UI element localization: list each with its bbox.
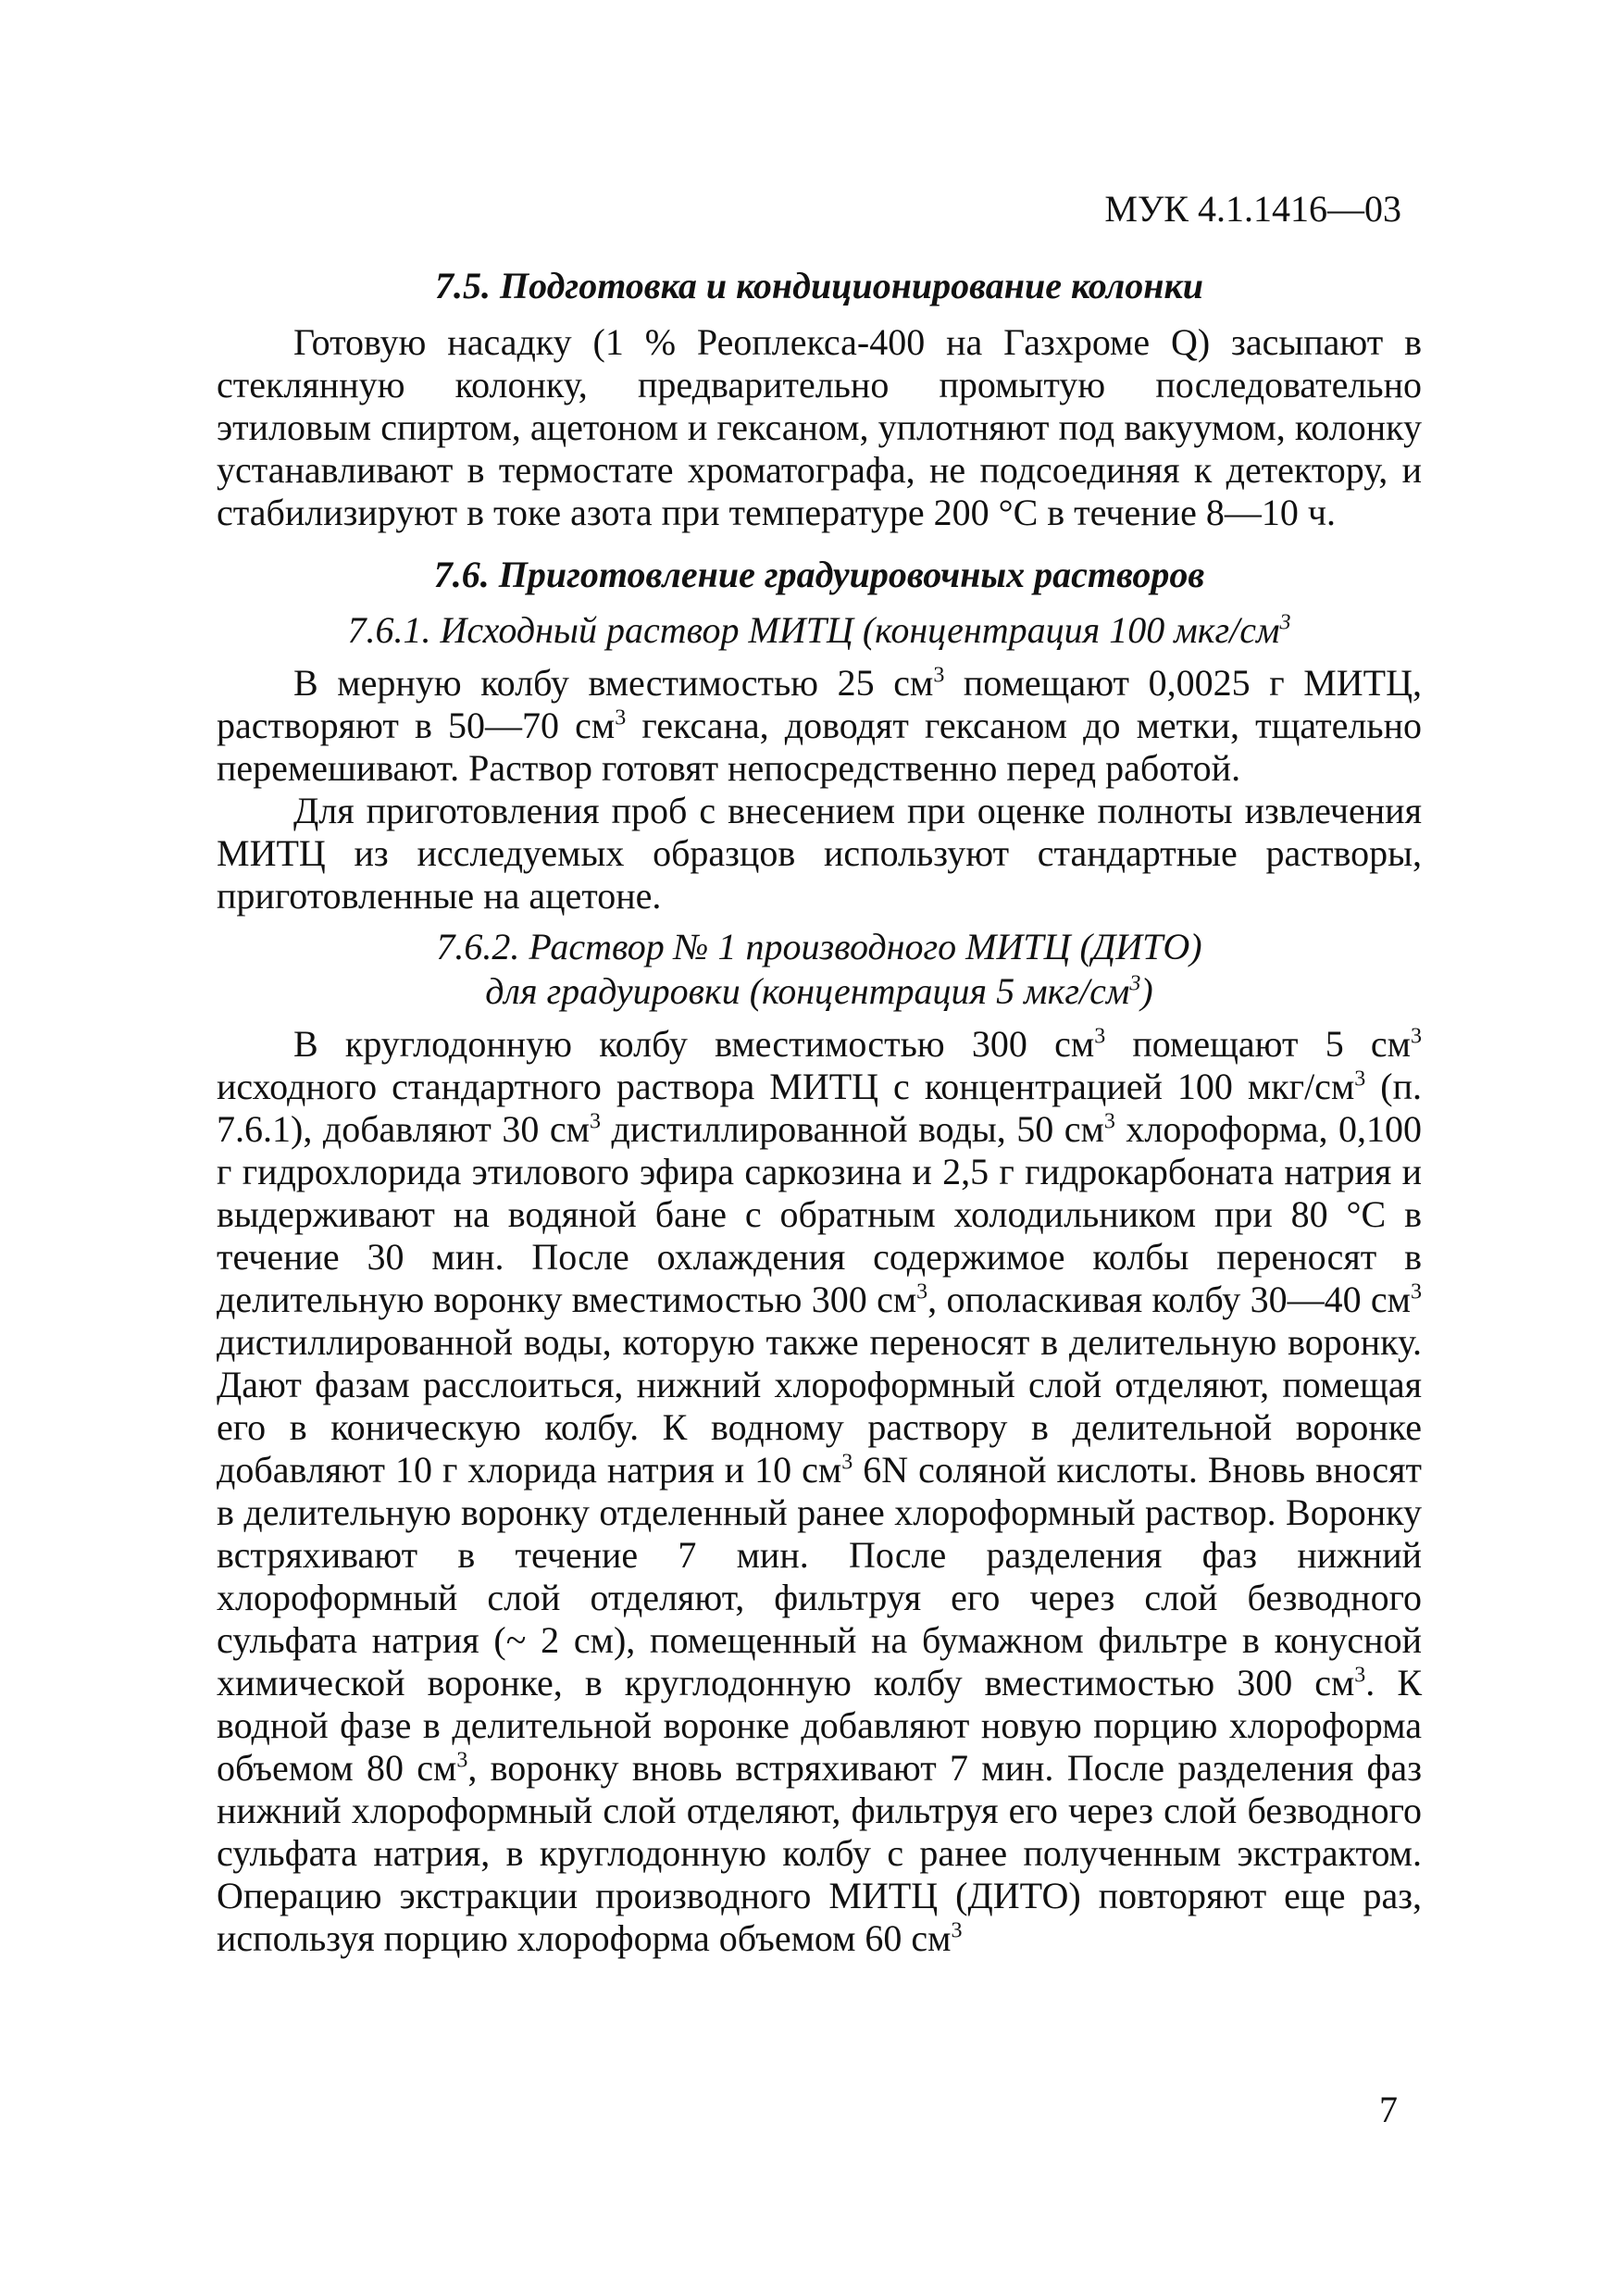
superscript: 3 bbox=[951, 1918, 963, 1943]
text-run: помещают 5 см bbox=[1105, 1023, 1411, 1065]
subsection-title-line-1: 7.6.2. Раствор № 1 производного МИТЦ (ДИТО) bbox=[436, 926, 1202, 967]
paragraph-7-6-1-b: Для приготовления проб с внесением при оценке полноты извлечения МИТЦ из исследуемых образцов используют стандартные растворы, приготовленные на ацетоне. bbox=[217, 790, 1422, 917]
subsection-heading-7-6-1 bbox=[217, 608, 1422, 653]
text-run: (п. 7.6.1), добавляют 30 см bbox=[217, 1066, 1422, 1150]
superscript: 3 bbox=[1410, 1279, 1422, 1304]
subsection-heading-7-6-2 bbox=[217, 925, 1422, 1014]
section-heading-7-6: 7.6. Приготовление градуировочных растворов bbox=[433, 554, 1205, 595]
superscript: 3 bbox=[933, 663, 945, 688]
superscript: 3 bbox=[1103, 1109, 1115, 1134]
superscript: 3 bbox=[1279, 610, 1291, 635]
text-run: помещают 0,0025 г МИТЦ, растворяют в 50—70 см bbox=[217, 662, 1422, 746]
text-run: 6N соляной кислоты. Вновь вносят в делительную воронку отделенный ранее хлороформный раствор. Воронку встряхивают в течение 7 мин. После разделения фаз нижний хлороформный слой отделяют, фильтруя его через слой безводного сульфата натрия (~ 2 см), помещенный на бумажном фильтре в конусной химической воронке, в круглодонную колбу вместимостью 300 см bbox=[217, 1449, 1422, 1703]
text-run: , ополаскивая колбу 30—40 см bbox=[927, 1279, 1411, 1320]
superscript: 3 bbox=[916, 1279, 928, 1304]
text-run: В круглодонную колбу вместимостью 300 см bbox=[293, 1023, 1095, 1065]
superscript: 3 bbox=[1354, 1067, 1366, 1092]
text-run: гексана, доводят гексаном до метки, тщательно перемешивают. Раствор готовят непосредственно перед работой. bbox=[217, 705, 1422, 789]
document-code: МУК 4.1.1416—03 bbox=[1104, 188, 1401, 230]
subsection-title-line-2-end: ) bbox=[1140, 970, 1153, 1012]
subsection-title-text: 7.6.1. Исходный раствор МИТЦ (концентрация 100 мкг/см bbox=[347, 609, 1280, 651]
superscript: 3 bbox=[1354, 1663, 1366, 1688]
page-number: 7 bbox=[1379, 2089, 1398, 2130]
superscript: 3 bbox=[456, 1748, 468, 1773]
text-run: исходного стандартного раствора МИТЦ с концентрацией 100 мкг/см bbox=[217, 1066, 1355, 1107]
text-run: , воронку вновь встряхивают 7 мин. После разделения фаз нижний хлороформный слой отделяют, фильтруя его через слой безводного сульфата натрия, в круглодонную колбу с ранее полученным экстрактом. Операцию экстракции производного МИТЦ (ДИТО) повторяют еще раз, используя порцию хлороформа объемом 60 см bbox=[217, 1747, 1422, 1959]
superscript: 3 bbox=[841, 1450, 853, 1475]
text-run: . К водной фазе в делительной воронке добавляют новую порцию хлороформа объемом 80 см bbox=[217, 1662, 1423, 1789]
superscript: 3 bbox=[1411, 1024, 1422, 1049]
paragraph-7-5: Готовую насадку (1 % Реоплекса-400 на Газхроме Q) засыпают в стеклянную колонку, предварительно промытую последовательно этиловым спиртом, ацетоном и гексаном, уплотняют под вакуумом, колонку устанавливают в термостате хроматографа, не подсоединяя к детектору, и стабилизируют в токе азота при температуре 200 °С в течение 8—10 ч. bbox=[217, 321, 1422, 533]
paragraph-7-6-1-a bbox=[217, 662, 1422, 790]
superscript: 3 bbox=[615, 705, 627, 730]
subsection-title-line-2: для градуировки (концентрация 5 мкг/см bbox=[485, 970, 1130, 1012]
section-heading-7-5: 7.5. Подготовка и кондиционирование колонки bbox=[435, 265, 1203, 306]
text-run: дистиллированной воды, которую также переносят в делительную воронку. Дают фазам расслоиться, нижний хлороформный слой отделяют, помещая его в коническую колбу. К водному раствору в делительной воронке добавляют 10 г хлорида натрия и 10 см bbox=[217, 1321, 1422, 1491]
paragraph-7-6-2 bbox=[217, 1023, 1422, 1960]
text-run: В мерную колбу вместимостью 25 см bbox=[293, 662, 934, 704]
page-content bbox=[217, 264, 1422, 1960]
text-run: дистиллированной воды, 50 см bbox=[600, 1108, 1104, 1150]
superscript: 3 bbox=[1129, 971, 1141, 996]
text-run: хлороформа, 0,100 г гидрохлорида этилового эфира саркозина и 2,5 г гидрокарбоната натрия и выдерживают на водяной бане с обратным холодильником при 80 °С в течение 30 мин. После охлаждения содержимое колбы переносят в делительную воронку вместимостью 300 см bbox=[217, 1108, 1422, 1320]
superscript: 3 bbox=[589, 1109, 601, 1134]
superscript: 3 bbox=[1094, 1024, 1106, 1049]
